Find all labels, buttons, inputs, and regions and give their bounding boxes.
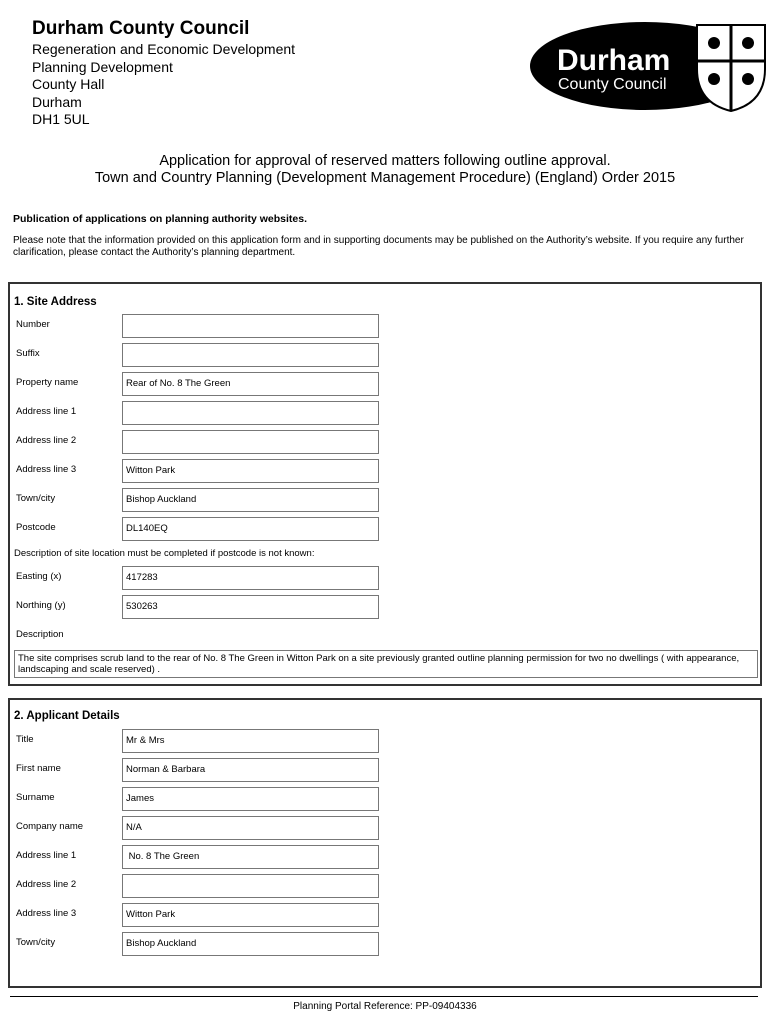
field-label: Surname	[16, 792, 55, 803]
company-name-field[interactable]: N/A	[122, 816, 379, 840]
council-name: Durham County Council	[32, 18, 250, 39]
suffix-field[interactable]	[122, 343, 379, 367]
field-label: Address line 2	[16, 879, 77, 890]
form-title-line-2: Town and Country Planning (Development Management Procedure) (England) Order 2015	[94, 170, 676, 186]
crest-icon	[697, 25, 765, 111]
postcode-field[interactable]: DL140EQ	[122, 517, 379, 541]
field-label: Address line 1	[16, 850, 77, 861]
field-label: Property name	[16, 377, 79, 388]
applicant-details-section	[8, 698, 762, 988]
easting-field[interactable]: 417283	[122, 566, 379, 590]
field-label: Address line 3	[16, 908, 77, 919]
field-label: Town/city	[16, 937, 56, 948]
council-address	[32, 41, 295, 129]
field-label: Northing (y)	[16, 600, 66, 611]
field-label: Title	[16, 734, 34, 745]
field-label: Address line 1	[16, 406, 77, 417]
northing-field[interactable]: 530263	[122, 595, 379, 619]
applicant-address-line-3-field[interactable]: Witton Park	[122, 903, 379, 927]
description-field[interactable]: The site comprises scrub land to the rear of No. 8 The Green in Witton Park on a site previously granted outline planning permission for two no dwellings ( with appearance, landscaping and scale reserved) .	[14, 650, 758, 678]
field-label: Address line 2	[16, 435, 77, 446]
address-line: Planning Development	[32, 58, 173, 75]
field-label: Company name	[16, 821, 84, 832]
address-line-1-field[interactable]	[122, 401, 379, 425]
address-line: Regeneration and Economic Development	[32, 41, 296, 57]
publication-heading: Publication of applications on planning authority websites.	[13, 213, 308, 225]
applicant-address-line-2-field[interactable]	[122, 874, 379, 898]
field-label: Easting (x)	[16, 571, 62, 582]
town-city-field[interactable]: Bishop Auckland	[122, 488, 379, 512]
field-label: Town/city	[16, 493, 56, 504]
durham-county-council-logo	[529, 17, 767, 113]
address-line: DH1 5UL	[32, 111, 90, 128]
field-label: Number	[16, 319, 50, 330]
form-title-line-1: Application for approval of reserved matters following outline approval.	[159, 153, 611, 169]
logo-text-sub: County Council	[558, 76, 667, 93]
applicant-town-city-field[interactable]: Bishop Auckland	[122, 932, 379, 956]
site-address-section	[8, 282, 762, 686]
address-line: County Hall	[32, 76, 105, 93]
address-line-3-field[interactable]: Witton Park	[122, 459, 379, 483]
footer-divider	[10, 996, 758, 997]
field-label: Address line 3	[16, 464, 77, 475]
publication-note: Please note that the information provided on this application form and in supporting documents may be published on the Authority’s website. If you require any further clarification, please contact the Authority’s planning department.	[13, 235, 744, 258]
section-title: 1. Site Address	[14, 296, 97, 308]
field-label: Suffix	[16, 348, 40, 359]
applicant-title-field[interactable]: Mr & Mrs	[122, 729, 379, 753]
field-label: Description	[16, 629, 64, 640]
address-line-2-field[interactable]	[122, 430, 379, 454]
first-name-field[interactable]: Norman & Barbara	[122, 758, 379, 782]
address-line: Durham	[32, 93, 82, 110]
number-field[interactable]	[122, 314, 379, 338]
logo-text-main: Durham	[557, 44, 671, 77]
planning-portal-reference: Planning Portal Reference: PP-09404336	[293, 1001, 477, 1012]
property-name-field[interactable]: Rear of No. 8 The Green	[122, 372, 379, 396]
section-title: 2. Applicant Details	[14, 710, 120, 722]
surname-field[interactable]: James	[122, 787, 379, 811]
field-label: First name	[16, 763, 61, 774]
field-label: Postcode	[16, 522, 56, 533]
applicant-address-line-1-field[interactable]: No. 8 The Green	[122, 845, 379, 869]
location-note: Description of site location must be completed if postcode is not known:	[14, 548, 315, 559]
